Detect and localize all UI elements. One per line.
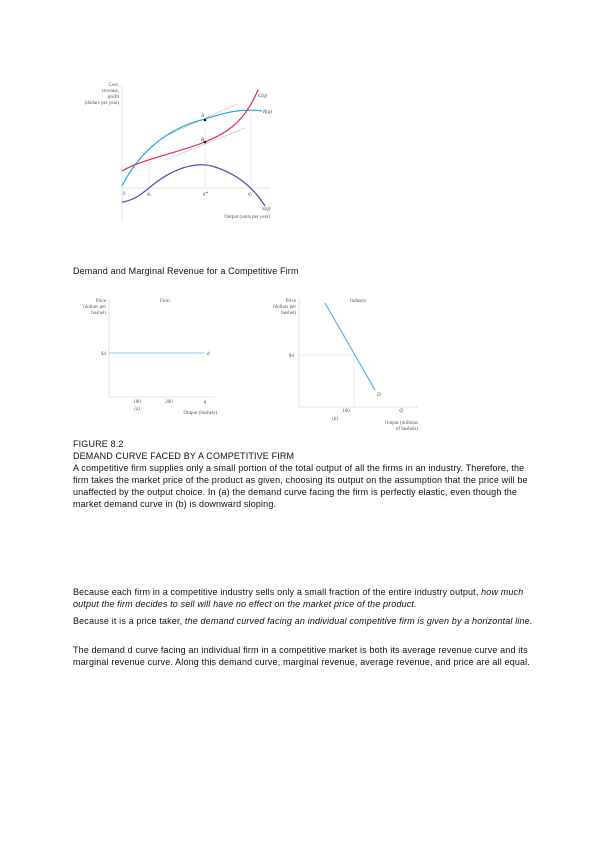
chart-title: Industry — [350, 299, 367, 304]
x-tick: 100 — [342, 409, 350, 414]
y-axis-label-line: bushel) — [281, 311, 296, 316]
figure-caption — [73, 438, 533, 510]
x-tick: Q — [399, 409, 403, 414]
paragraph-text: Because it is a price taker, — [73, 616, 185, 626]
section-heading: Demand and Marginal Revenue for a Competitive Firm — [73, 266, 299, 276]
paragraph — [73, 586, 533, 610]
price-tick: $4 — [289, 354, 294, 359]
figure-number: FIGURE 8.2 — [73, 439, 124, 449]
profit-curve-label: π(q) — [262, 207, 271, 212]
y-axis-label-line: profit — [107, 95, 119, 100]
profit-maximization-chart — [85, 83, 273, 220]
paragraph-emphasis: how much output the firm decides to sell will have no effect on the market price of the product. — [73, 587, 524, 609]
y-axis-label-line: Price — [95, 299, 106, 304]
y-axis-label-line: (dollars per — [83, 305, 106, 310]
firm-demand-chart — [83, 298, 217, 416]
revenue-curve-label: R(q) — [263, 110, 272, 115]
x-axis-label-line: of bushels) — [395, 427, 418, 432]
paragraph — [73, 644, 533, 668]
panel-label: (a) — [134, 407, 140, 412]
point-a — [204, 119, 207, 122]
paragraph-text: Because each firm in a competitive industry sells only a small fraction of the entire industry output, — [73, 587, 482, 597]
x-axis-label-line: Output (millions — [384, 421, 418, 426]
y-axis-label-line: Price — [285, 299, 296, 304]
x-tick: q* — [203, 192, 208, 197]
demand-line-D — [325, 303, 375, 390]
x-tick: 100 — [133, 400, 141, 405]
curve-label: d — [207, 352, 210, 357]
industry-demand-chart — [273, 298, 418, 432]
guide-lines — [299, 355, 354, 407]
y-axis-label-line: Cost, — [108, 83, 119, 88]
chart-title: Firm — [160, 299, 170, 304]
point-a-label: A — [201, 114, 205, 119]
x-tick: q₀ — [147, 192, 152, 197]
figure-title: DEMAND CURVE FACED BY A COMPETITIVE FIRM — [73, 451, 295, 461]
x-tick: q — [203, 400, 207, 405]
cost-curve-label: C(q) — [258, 94, 268, 99]
y-axis-label-line: bushel) — [91, 311, 106, 316]
x-axis-label: Output (bushels) — [183, 411, 217, 416]
x-axis-label: Output (units per year) — [224, 215, 270, 220]
point-b — [204, 141, 207, 144]
figure-description: A competitive firm supplies only a small portion of the total output of all the firms in an industry. Therefore, the firm takes the market price of the product as given, choosing its output on the assumption that the price will be unaffected by the output choice. In (a) the demand curve facing the firm is perfectly elastic, even though the market demand curve in (b) is downward sloping. — [73, 463, 528, 509]
curve-label: D — [377, 393, 381, 398]
x-tick: 200 — [165, 400, 173, 405]
paragraph-text: The demand d curve facing an individual firm in a competitive market is both its average revenue curve and its marginal revenue curve. Along this demand curve, marginal revenue, average revenue, and price are all equal. — [73, 645, 530, 667]
point-b-label: B — [201, 138, 205, 143]
revenue-curve — [122, 110, 262, 186]
y-axis-label-line: (dollars per — [273, 305, 296, 310]
paragraph — [73, 615, 533, 627]
y-axis-label-line: revenue, — [101, 89, 119, 94]
price-tick: $4 — [101, 352, 106, 357]
profit-curve — [122, 165, 265, 206]
x-tick: 0 — [123, 192, 126, 197]
x-tick: q₁ — [248, 192, 253, 197]
paragraph-emphasis: the demand curved facing an individual competitive firm is given by a horizontal line. — [184, 616, 533, 626]
y-axis-label-line: (dollars per year) — [84, 101, 119, 106]
panel-label: (b) — [332, 417, 338, 422]
cost-curve — [122, 90, 258, 171]
